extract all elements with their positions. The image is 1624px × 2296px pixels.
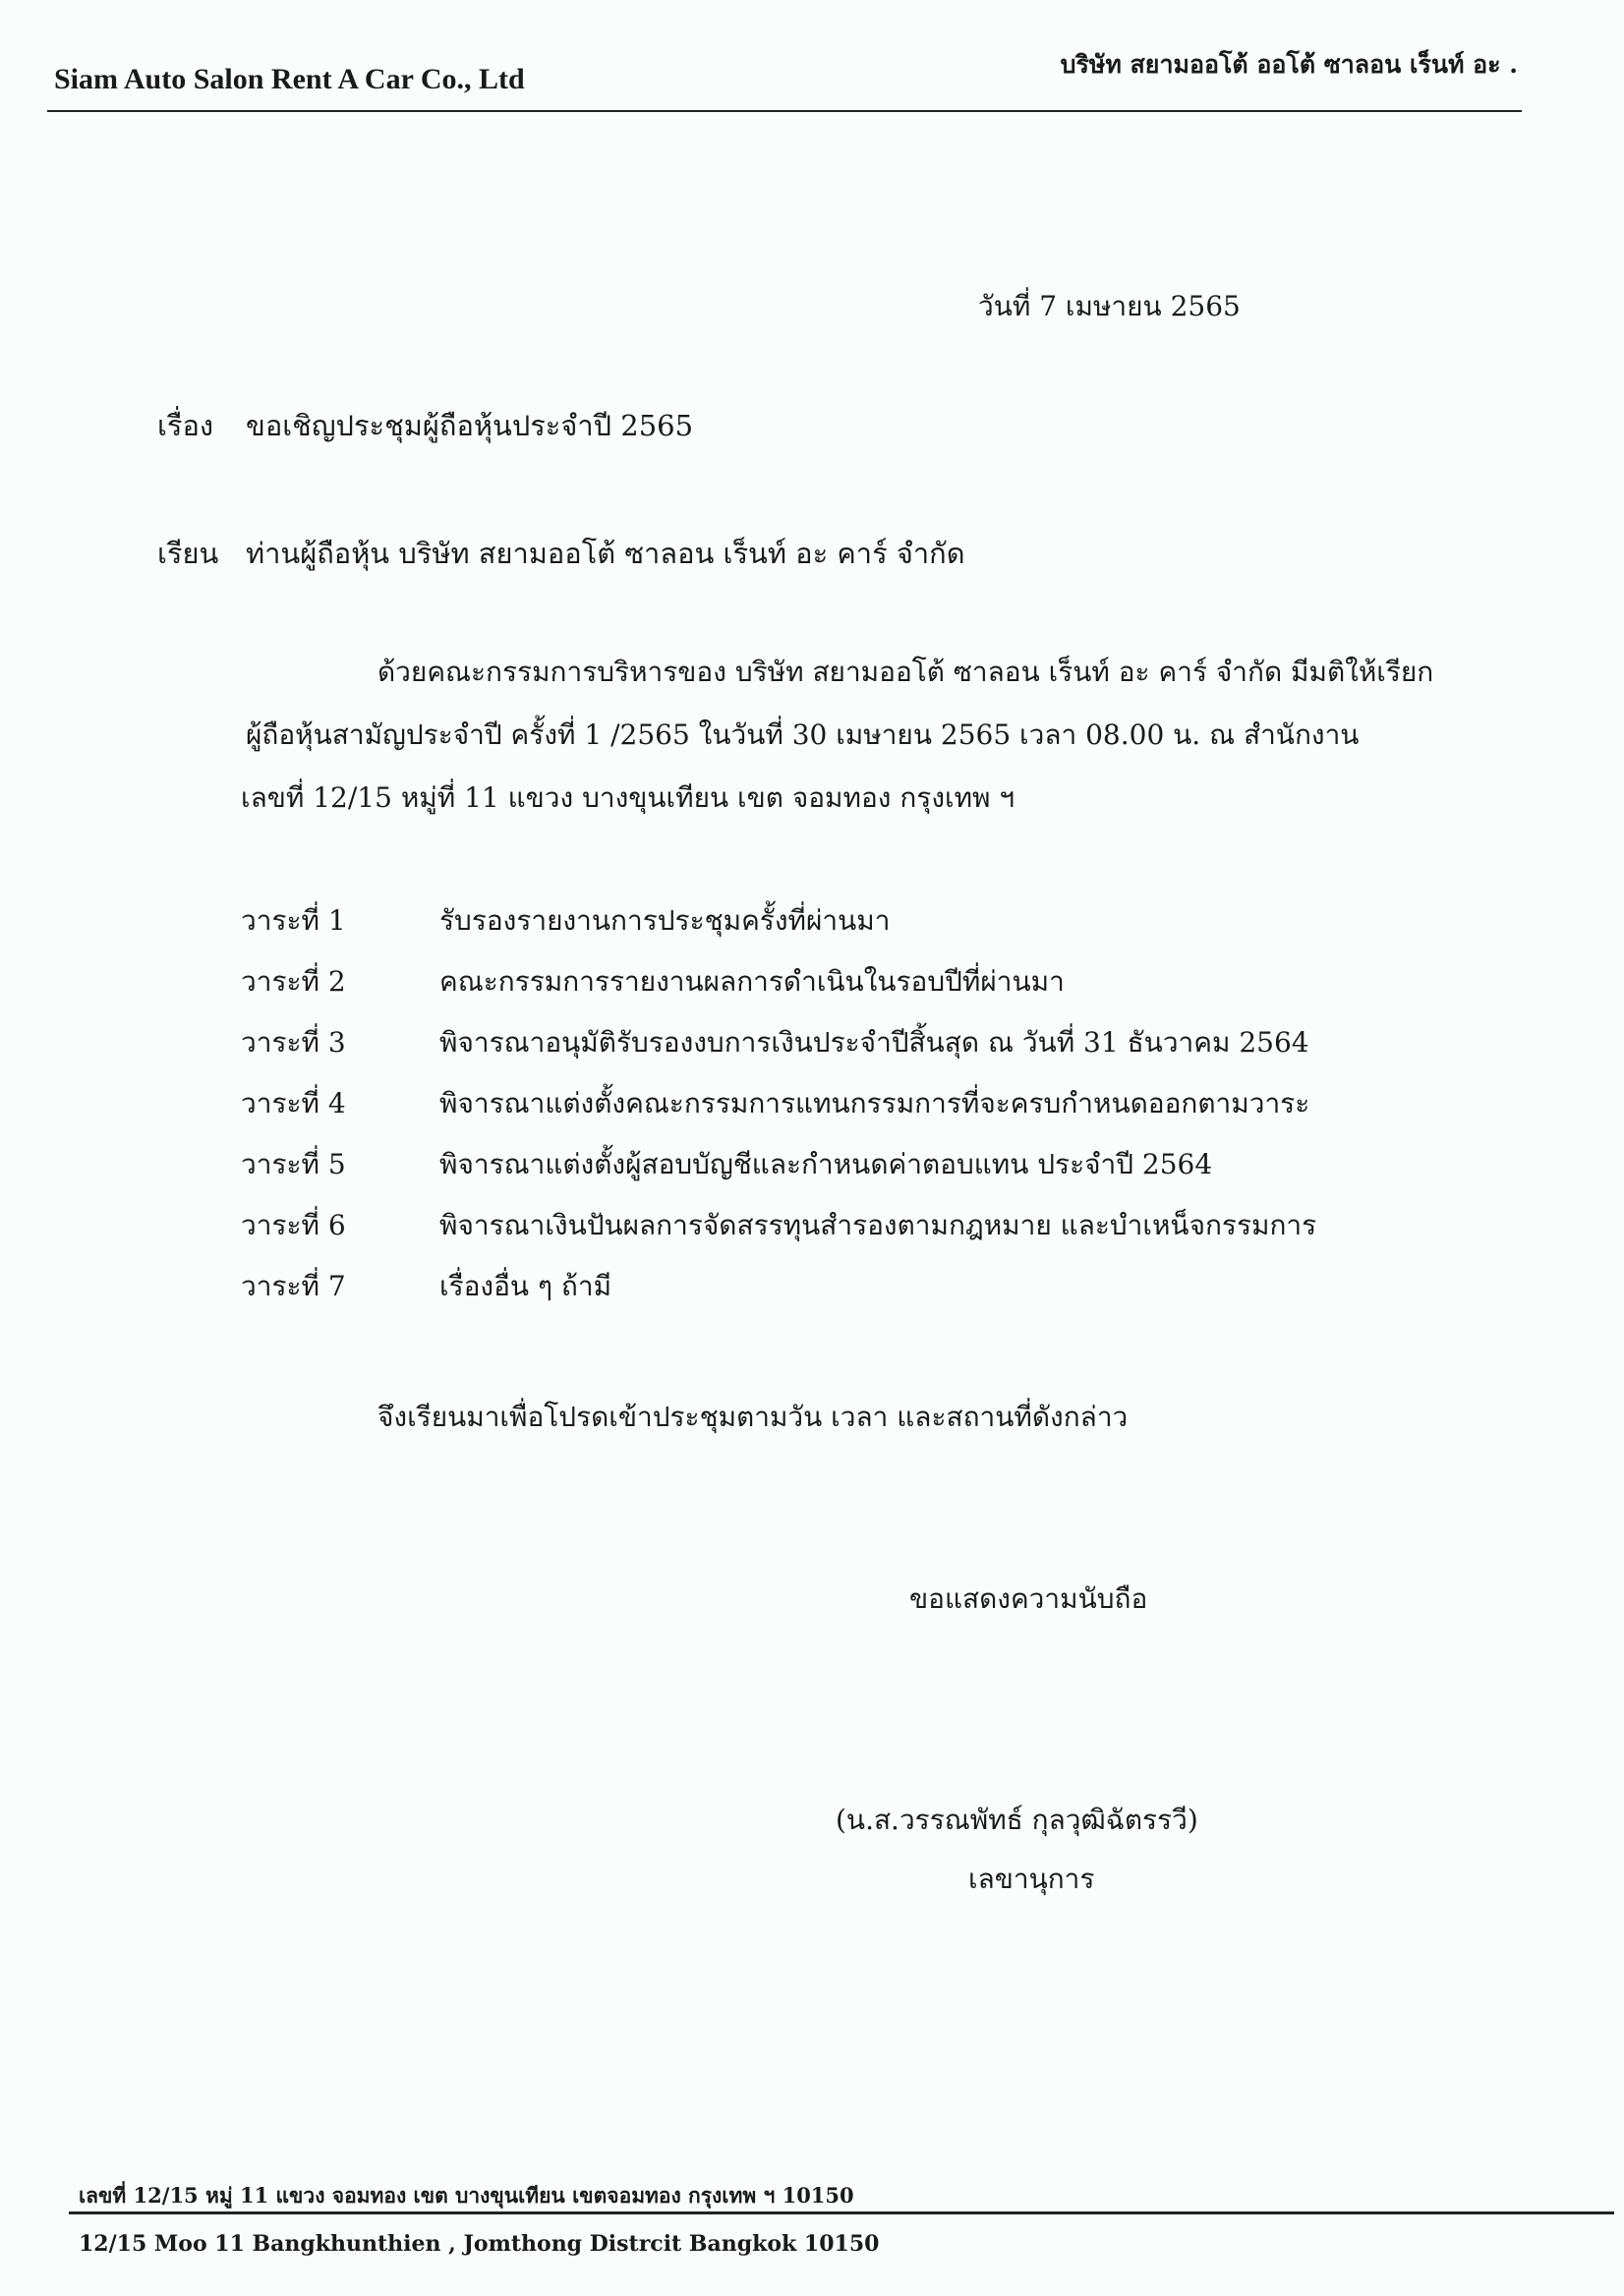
agenda-text: พิจารณาแต่งตั้งคณะกรรมการแทนกรรมการที่จะครบกำหนดออกตามวาระ	[439, 1087, 1310, 1119]
agenda-number: วาระที่ 3	[241, 1026, 346, 1059]
footer-address-th: เลขที่ 12/15 หมู่ 11 แขวง จอมทอง เขต บางขุนเทียน เขตจอมทอง กรุงเทพ ฯ 10150	[79, 2183, 854, 2208]
agenda-number: วาระที่ 1	[241, 904, 346, 937]
agenda-number: วาระที่ 5	[241, 1148, 346, 1180]
footer-address-en: 12/15 Moo 11 Bangkhunthien , Jomthong Distrcit Bangkok 10150	[79, 2231, 880, 2257]
agenda-number: วาระที่ 7	[241, 1270, 346, 1302]
company-name-en: Siam Auto Salon Rent A Car Co., Ltd	[54, 63, 525, 95]
agenda-number: วาระที่ 2	[241, 965, 346, 998]
regards: ขอแสดงความนับถือ	[909, 1582, 1148, 1615]
agenda-text: พิจารณาแต่งตั้งผู้สอบบัญชีและกำหนดค่าตอบแทน ประจำปี 2564	[439, 1148, 1213, 1180]
signer-position: เลขานุการ	[968, 1863, 1095, 1895]
agenda-text: คณะกรรมการรายงานผลการดำเนินในรอบปีที่ผ่านมา	[439, 965, 1065, 998]
letter-date: วันที่ 7 เมษายน 2565	[978, 290, 1241, 322]
body-line: ด้วยคณะกรรมการบริหารของ บริษัท สยามออโต้ ซาลอน เร็นท์ อะ คาร์ จำกัด มีมติให้เรียก	[377, 656, 1434, 688]
agenda-text: พิจารณาเงินปันผลการจัดสรรทุนสำรองตามกฎหมาย และบำเหน็จกรรมการ	[439, 1209, 1317, 1241]
subject-text: ขอเชิญประชุมผู้ถือหุ้นประจำปี 2565	[246, 409, 694, 442]
company-name-th: บริษัท สยามออโต้ ออโต้ ซาลอน เร็นท์ อะ .	[1060, 50, 1518, 79]
closing-line: จึงเรียนมาเพื่อโปรดเข้าประชุมตามวัน เวลา และสถานที่ดังกล่าว	[377, 1401, 1129, 1433]
subject-label: เรื่อง	[157, 409, 214, 442]
agenda-text: พิจารณาอนุมัติรับรองงบการเงินประจำปีสิ้นสุด ณ วันที่ 31 ธันวาคม 2564	[439, 1026, 1309, 1059]
body-line: เลขที่ 12/15 หมู่ที่ 11 แขวง บางขุนเทียน เขต จอมทอง กรุงเทพ ฯ	[241, 781, 1015, 814]
signer-name: (น.ส.วรรณพัทธ์ กุลวุฒิฉัตรรวี)	[836, 1804, 1198, 1836]
agenda-text: รับรองรายงานการประชุมครั้งที่ผ่านมา	[439, 904, 891, 937]
footer-divider	[69, 2211, 1614, 2214]
recipient-label: เรียน	[157, 537, 219, 570]
body-line: ผู้ถือหุ้นสามัญประจำปี ครั้งที่ 1 /2565 ในวันที่ 30 เมษายน 2565 เวลา 08.00 น. ณ สำนักงาน	[246, 718, 1360, 751]
agenda-number: วาระที่ 4	[241, 1087, 346, 1119]
agenda-text: เรื่องอื่น ๆ ถ้ามี	[439, 1270, 612, 1302]
header-divider	[47, 110, 1522, 112]
recipient-text: ท่านผู้ถือหุ้น บริษัท สยามออโต้ ซาลอน เร็นท์ อะ คาร์ จำกัด	[246, 537, 965, 570]
agenda-number: วาระที่ 6	[241, 1209, 346, 1241]
